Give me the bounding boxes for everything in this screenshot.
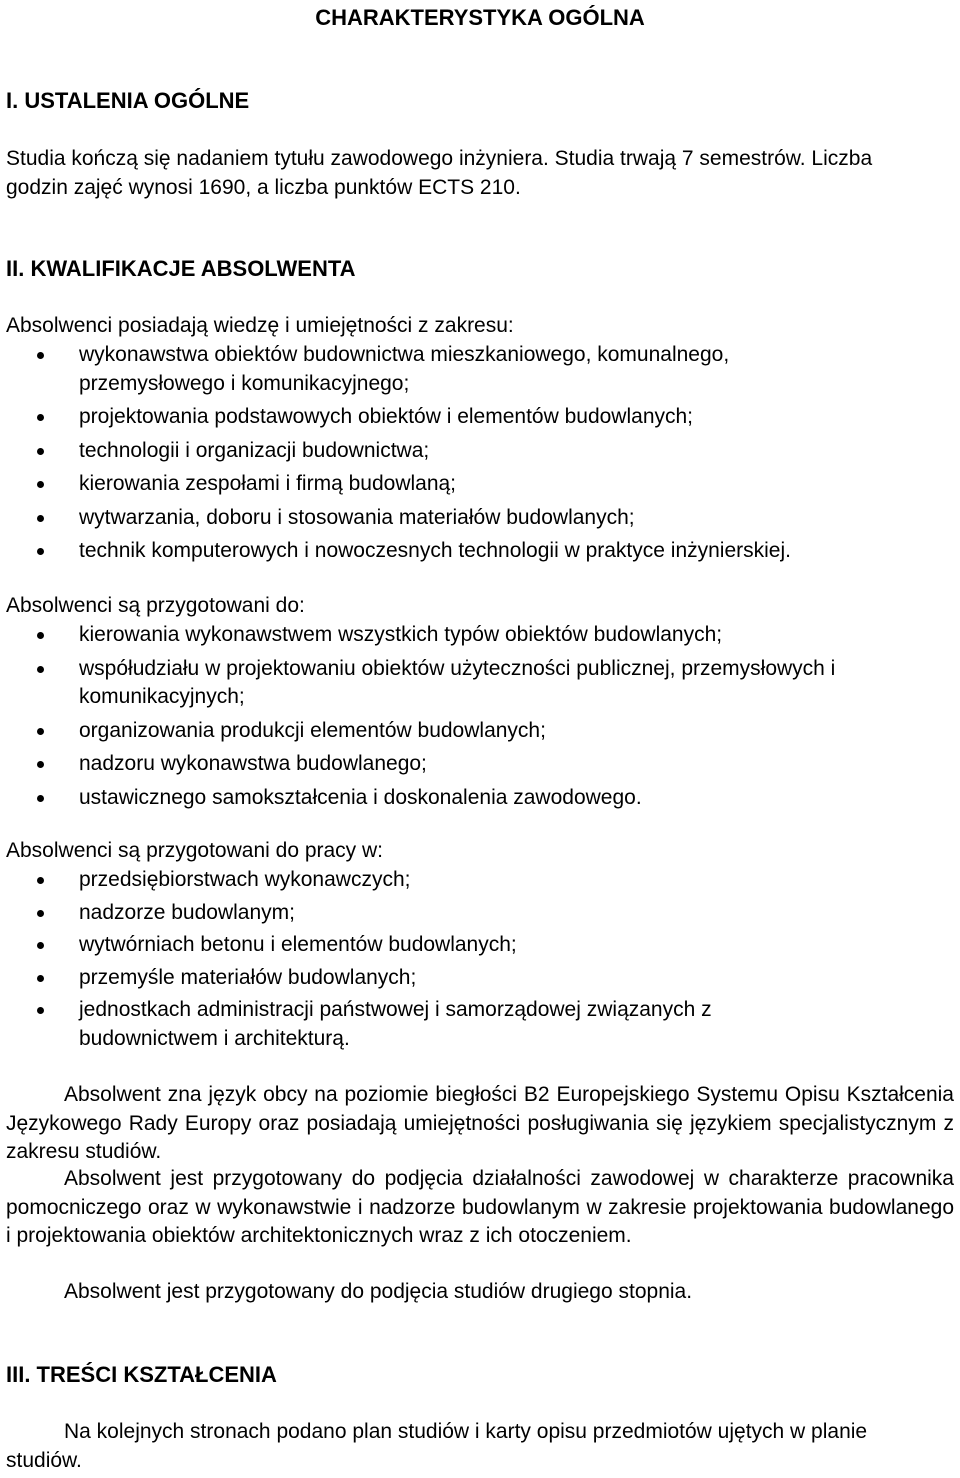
section-2-heading: II. KWALIFIKACJE ABSOLWENTA [6, 256, 356, 281]
list-item [0, 964, 960, 993]
list-item [0, 504, 960, 533]
list-item-text: wytwarzania, doboru i stosowania materiałów budowlanych; [79, 505, 635, 529]
list-item [0, 866, 960, 895]
professional-paragraph: Absolwent jest przygotowany do podjęcia działalności zawodowej w charakterze pracownika pomocniczego oraz w wykonawstwie i nadzorze budowlanym w zakresie projektowania budowlanego i projektowania obiektów architektonicznych wraz z ich otoczeniem. [6, 1167, 954, 1247]
list-item [0, 470, 960, 499]
list-item [0, 403, 960, 432]
list-item-text: nadzoru wykonawstwa budowlanego; [79, 752, 427, 775]
bullet-icon [37, 515, 44, 522]
list-item-text: jednostkach administracji państwowej i samorządowej związanych z budownictwem i architekturą. [79, 998, 712, 1050]
work-places-list [0, 866, 960, 1053]
page-title: CHARAKTERYSTYKA OGÓLNA [315, 5, 645, 30]
list-item-text: wytwórniach betonu i elementów budowlanych; [79, 933, 517, 956]
qualifications-intro: Absolwenci posiadają wiedzę i umiejętności z zakresu: [6, 314, 514, 337]
list-item [0, 437, 960, 466]
further-study-paragraph: Absolwent jest przygotowany do podjęcia studiów drugiego stopnia. [64, 1280, 693, 1303]
list-item-text: wykonawstwa obiektów budownictwa mieszkaniowego, komunalnego, przemysłowego i komunikacyjnego; [79, 343, 730, 395]
prepared-for-list [0, 621, 960, 812]
bullet-icon [37, 795, 44, 802]
list-item [0, 655, 960, 712]
section-1-heading: I. USTALENIA OGÓLNE [6, 88, 250, 113]
list-item-text: projektowania podstawowych obiektów i elementów budowlanych; [79, 405, 694, 428]
list-item-text: nadzorze budowlanym; [79, 900, 295, 924]
bullet-icon [37, 1007, 44, 1014]
list-item [0, 717, 960, 746]
bullet-icon [37, 632, 44, 639]
list-item [0, 899, 960, 928]
list-item [0, 784, 960, 813]
bullet-icon [37, 414, 44, 421]
bullet-icon [37, 877, 44, 884]
knowledge-list [0, 341, 960, 566]
list-item [0, 537, 960, 566]
bullet-icon [37, 666, 44, 673]
bullet-icon [37, 448, 44, 455]
bullet-icon [37, 975, 44, 982]
list-item [0, 931, 960, 960]
list-item-text: ustawicznego samokształcenia i doskonalenia zawodowego. [79, 785, 642, 809]
list-item-text: kierowania wykonawstwem wszystkich typów obiektów budowlanych; [79, 623, 723, 646]
list-item [0, 621, 960, 650]
work-places-intro: Absolwenci są przygotowani do pracy w: [6, 839, 384, 862]
bullet-icon [37, 548, 44, 555]
language-paragraph: Absolwent zna język obcy na poziomie biegłości B2 Europejskiego Systemu Opisu Kształcenia Językowego Rady Europy oraz posiadają umiejętności posługiwania się językiem specjalistycznym z zakresu studiów. [6, 1083, 954, 1163]
list-item [0, 996, 960, 1053]
list-item-text: współudziału w projektowaniu obiektów użyteczności publicznej, przemysłowych i komunikacyjnych; [79, 656, 836, 708]
bullet-icon [37, 481, 44, 488]
list-item-text: technologii i organizacji budownictwa; [79, 438, 430, 462]
section-1-text: Studia kończą się nadaniem tytułu zawodowego inżyniera. Studia trwają 7 semestrów. Liczba godzin zajęć wynosi 1690, a liczba punktów ECTS 210. [6, 147, 873, 199]
section-3-text: Na kolejnych stronach podano plan studiów i karty opisu przedmiotów ujętych w planie studiów. [6, 1420, 868, 1472]
bullet-icon [37, 352, 44, 359]
list-item [0, 750, 960, 779]
prepared-for-intro: Absolwenci są przygotowani do: [6, 594, 305, 617]
list-item-text: przemyśle materiałów budowlanych; [79, 965, 417, 989]
list-item-text: technik komputerowych i nowoczesnych technologii w praktyce inżynierskiej. [79, 539, 791, 562]
list-item [0, 341, 960, 398]
bullet-icon [37, 910, 44, 917]
list-item-text: kierowania zespołami i firmą budowlaną; [79, 472, 457, 495]
bullet-icon [37, 942, 44, 949]
section-3-heading: III. TREŚCI KSZTAŁCENIA [6, 1362, 277, 1387]
list-item-text: przedsiębiorstwach wykonawczych; [79, 868, 411, 891]
bullet-icon [37, 761, 44, 768]
bullet-icon [37, 728, 44, 735]
list-item-text: organizowania produkcji elementów budowlanych; [79, 718, 546, 742]
